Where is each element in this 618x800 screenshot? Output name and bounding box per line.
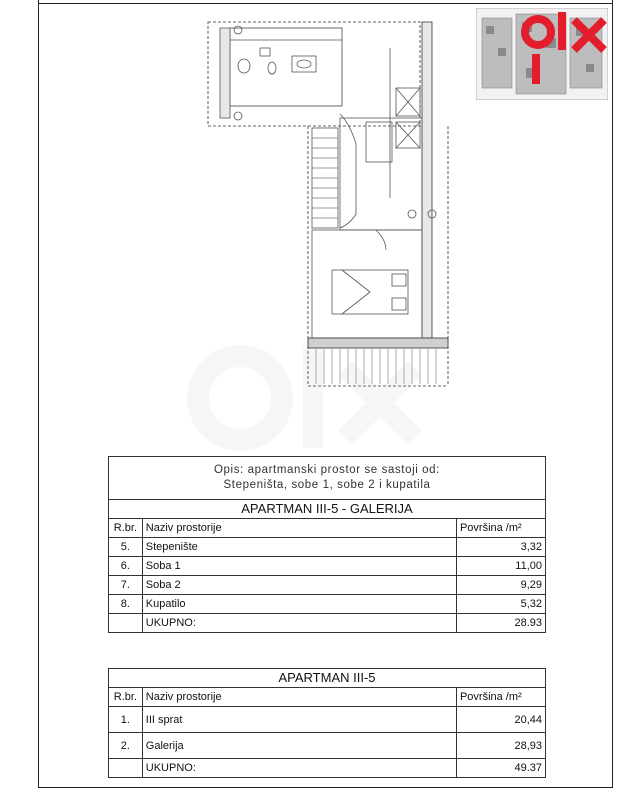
table-header-row xyxy=(109,688,546,707)
table-row xyxy=(109,538,546,557)
table-row xyxy=(109,576,546,595)
table-row xyxy=(109,557,546,576)
row-no: 8. xyxy=(109,595,143,614)
olx-watermark xyxy=(185,338,435,458)
row-no: 6. xyxy=(109,557,143,576)
row-area: 5,32 xyxy=(456,595,545,614)
table-title: APARTMAN III-5 xyxy=(109,669,546,688)
table-row xyxy=(109,733,546,759)
table-row xyxy=(109,707,546,733)
col-header-no: R.br. xyxy=(109,688,143,707)
row-area: 20,44 xyxy=(456,707,545,733)
row-name: III sprat xyxy=(142,707,456,733)
col-header-area: Površina /m² xyxy=(456,519,545,538)
row-area: 3,32 xyxy=(456,538,545,557)
floor-plan-drawing xyxy=(200,18,460,388)
total-value: 49.37 xyxy=(456,759,545,778)
table-apartman xyxy=(108,668,546,778)
col-header-area: Površina /m² xyxy=(456,688,545,707)
row-no: 7. xyxy=(109,576,143,595)
total-label: UKUPNO: xyxy=(142,614,456,633)
olx-logo xyxy=(520,8,612,56)
row-area: 9,29 xyxy=(456,576,545,595)
row-name: Stepenište xyxy=(142,538,456,557)
row-no: 1. xyxy=(109,707,143,733)
total-value: 28.93 xyxy=(456,614,545,633)
description-cell xyxy=(109,457,546,500)
row-name: Soba 2 xyxy=(142,576,456,595)
row-name: Kupatilo xyxy=(142,595,456,614)
col-header-no: R.br. xyxy=(109,519,143,538)
row-no: 2. xyxy=(109,733,143,759)
description-line-2: Stepeništa, sobe 1, sobe 2 i kupatila xyxy=(223,479,431,491)
table-galerija xyxy=(108,456,546,633)
row-no: 5. xyxy=(109,538,143,557)
row-area: 28,93 xyxy=(456,733,545,759)
total-row xyxy=(109,759,546,778)
total-row xyxy=(109,614,546,633)
row-area: 11,00 xyxy=(456,557,545,576)
row-name: Galerija xyxy=(142,733,456,759)
description-line-1: Opis: apartmanski prostor se sastoji od: xyxy=(214,464,440,476)
table-header-row xyxy=(109,519,546,538)
total-label: UKUPNO: xyxy=(142,759,456,778)
row-name: Soba 1 xyxy=(142,557,456,576)
table-title: APARTMAN III-5 - GALERIJA xyxy=(109,500,546,519)
table-row xyxy=(109,595,546,614)
col-header-name: Naziv prostorije xyxy=(142,688,456,707)
col-header-name: Naziv prostorije xyxy=(142,519,456,538)
